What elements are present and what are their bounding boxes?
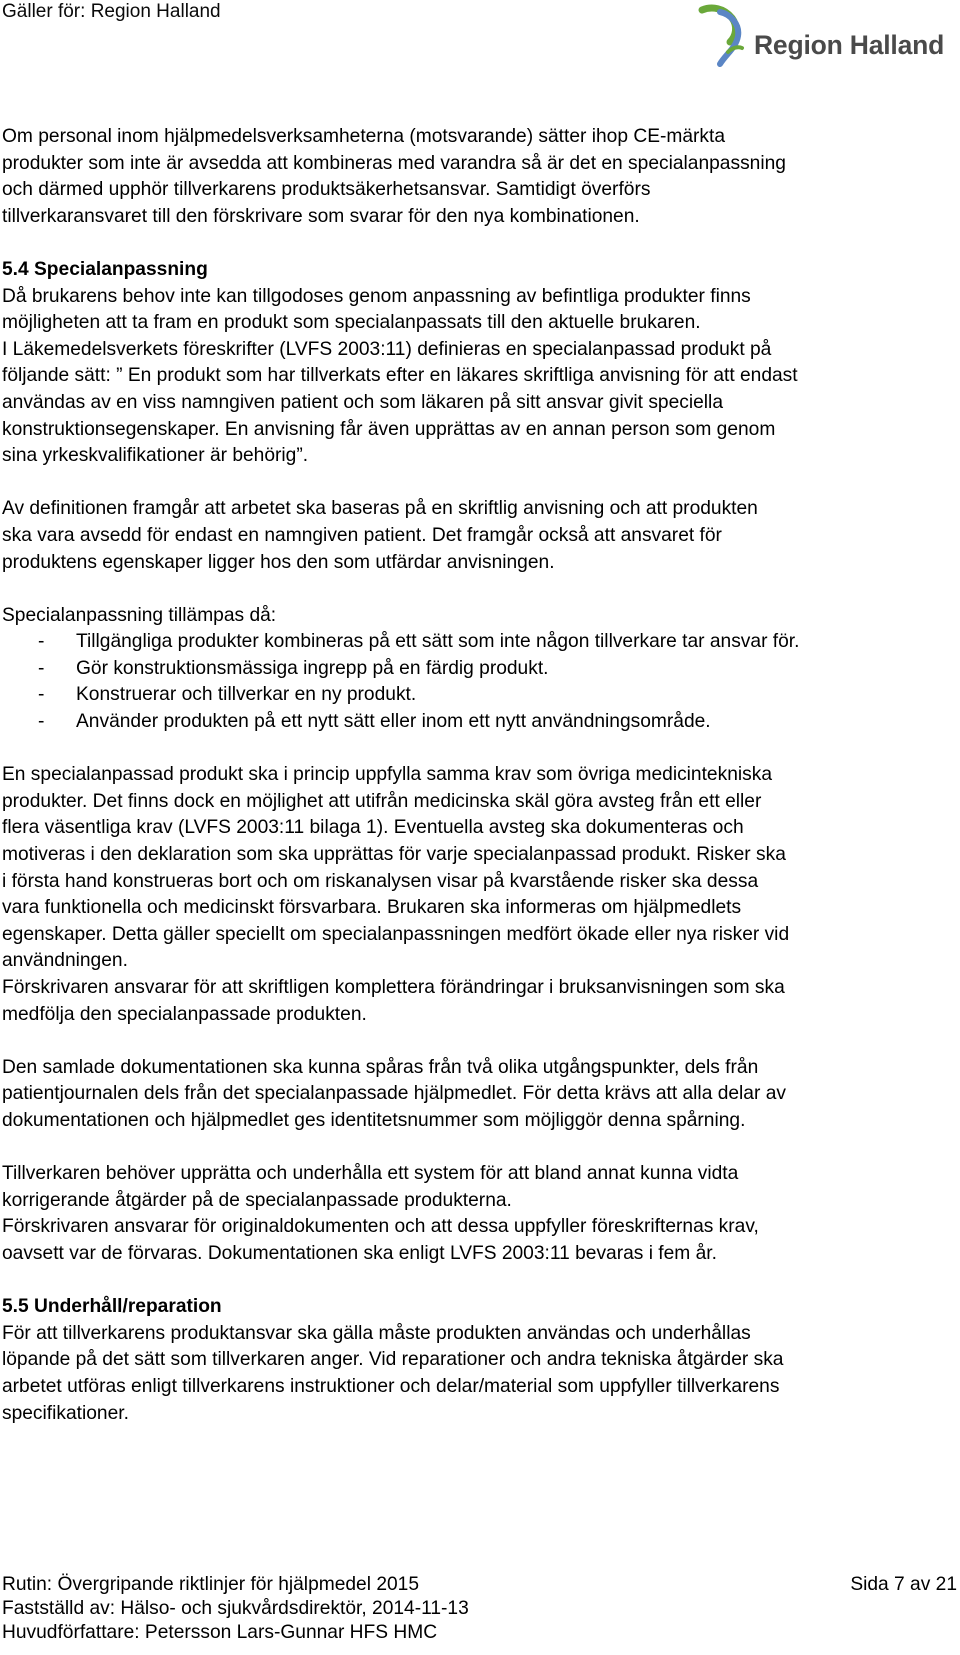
text-line: medfölja den specialanpassade produkten. — [2, 1003, 367, 1025]
list-item-text: Använder produkten på ett nytt sätt eller inom ett nytt användningsområde. — [76, 711, 711, 733]
text-line: dokumentationen och hjälpmedlet ges identitetsnummer som möjliggör denna spårning. — [2, 1109, 746, 1131]
dash-bullet: - — [38, 657, 45, 679]
footer-routine: Rutin: Övergripande riktlinjer för hjälpmedel 2015 — [2, 1574, 420, 1595]
text-line: Om personal inom hjälpmedelsverksamheterna (motsvarande) sätter ihop CE-märkta — [2, 126, 726, 147]
list-item-text: Konstruerar och tillverkar en ny produkt. — [76, 684, 417, 706]
header-applies-to: Gäller för: Region Halland — [2, 1, 221, 22]
paragraph — [2, 1161, 957, 1267]
document-body — [2, 124, 957, 1427]
list-intro: Specialanpassning tillämpas då: — [2, 604, 277, 626]
logo-mark-icon — [690, 2, 760, 68]
text-line: löpande på det sätt som tillverkaren anger. Vid reparationer och andra tekniska åtgärder ska — [2, 1349, 784, 1371]
text-line: sina yrkeskvalifikationer är behörig”. — [2, 445, 309, 467]
text-line: produkter. Det finns dock en möjlighet att utifrån medicinska skäl göra avsteg från ett eller — [2, 790, 762, 812]
paragraph — [2, 496, 957, 576]
text-line: användas av en viss namngiven patient och som läkaren på sitt ansvar givit speciella — [2, 391, 723, 413]
dash-bullet: - — [38, 711, 45, 733]
list-item-text: Gör konstruktionsmässiga ingrepp på en färdig produkt. — [76, 657, 549, 679]
paragraph — [2, 1055, 957, 1135]
text-line: tillverkaransvaret till den förskrivare som svarar för den nya kombinationen. — [2, 205, 640, 227]
logo-text: Region Halland — [754, 30, 945, 60]
footer-row — [2, 1573, 957, 1597]
text-line: vara funktionella och medicinskt försvarbara. Brukaren ska informeras om hjälpmedlets — [2, 897, 742, 919]
text-line: oavsett var de förvaras. Dokumentationen ska enligt LVFS 2003:11 bevaras i fem år. — [2, 1242, 717, 1264]
text-line: flera väsentliga krav (LVFS 2003:11 bilaga 1). Eventuella avsteg ska dokumenteras och — [2, 817, 744, 839]
text-line: produktens egenskaper ligger hos den som utfärdar anvisningen. — [2, 551, 555, 573]
paragraph — [2, 1321, 957, 1427]
section-heading-5-4: 5.4 Specialanpassning — [2, 258, 208, 280]
text-line: patientjournalen dels från det specialanpassade hjälpmedlet. För detta krävs att alla delar av — [2, 1083, 786, 1105]
footer-established: Fastställd av: Hälso- och sjukvårdsdirektör, 2014-11-13 — [2, 1598, 469, 1619]
list-item-text: Tillgängliga produkter kombineras på ett sätt som inte någon tillverkare tar ansvar för. — [76, 631, 800, 653]
dash-bullet: - — [38, 684, 45, 706]
text-line: För att tillverkarens produktansvar ska gälla måste produkten användas och underhållas — [2, 1322, 751, 1344]
text-line: korrigerande åtgärder på de specialanpassade produkterna. — [2, 1189, 512, 1211]
text-line: produkter som inte är avsedda att kombineras med varandra så är det en specialanpassning — [2, 152, 786, 174]
text-line: egenskaper. Detta gäller speciellt om specialanpassningen medfört ökade eller nya risker vid — [2, 923, 790, 945]
page-footer — [2, 1573, 957, 1645]
text-line: Förskrivaren ansvarar för originaldokumenten och att dessa uppfyller föreskrifternas krav, — [2, 1216, 759, 1238]
paragraph — [2, 284, 957, 470]
text-line: specifikationer. — [2, 1402, 129, 1424]
text-line: I Läkemedelsverkets föreskrifter (LVFS 2003:11) definieras en specialanpassad produkt på — [2, 338, 772, 360]
footer-author: Huvudförfattare: Petersson Lars-Gunnar HFS HMC — [2, 1622, 438, 1643]
list-item — [2, 629, 957, 656]
text-line: ska vara avsedd för endast en namngiven patient. Det framgår också att ansvaret för — [2, 524, 722, 546]
list-item — [2, 682, 957, 709]
footer-row — [2, 1621, 957, 1645]
footer-page-number: Sida 7 av 21 — [850, 1574, 957, 1595]
text-line: arbetet utföras enligt tillverkarens instruktioner och delar/material som uppfyller tillverkarens — [2, 1375, 780, 1397]
text-line: Av definitionen framgår att arbetet ska baseras på en skriftlig anvisning och att produkten — [2, 498, 758, 520]
paragraph — [2, 762, 957, 1028]
footer-row — [2, 1597, 957, 1621]
text-line: i första hand konstrueras bort och om riskanalysen visar på kvarstående risker ska dessa — [2, 870, 759, 892]
list-item — [2, 709, 957, 736]
bullet-list — [2, 629, 957, 735]
text-line: Tillverkaren behöver upprätta och underhålla ett system för att bland annat kunna vidta — [2, 1163, 739, 1185]
list-item — [2, 656, 957, 683]
text-line: motiveras i den deklaration som ska upprättas för varje specialanpassad produkt. Risker ska — [2, 844, 786, 866]
text-line: och därmed upphör tillverkarens produktsäkerhetsansvar. Samtidigt överförs — [2, 179, 651, 201]
region-halland-logo — [690, 2, 958, 72]
intro-paragraph — [2, 124, 957, 230]
text-line: En specialanpassad produkt ska i princip uppfylla samma krav som övriga medicintekniska — [2, 764, 772, 786]
text-line: Den samlade dokumentationen ska kunna spåras från två olika utgångspunkter, dels från — [2, 1056, 759, 1078]
text-line: Förskrivaren ansvarar för att skriftligen komplettera förändringar i bruksanvisningen som ska — [2, 977, 785, 998]
text-line: följande sätt: ” En produkt som har tillverkats efter en läkares skriftliga anvisning för att endast — [2, 365, 798, 387]
text-line: konstruktionsegenskaper. En anvisning får även upprättas av en annan person som genom — [2, 418, 776, 440]
text-line: Då brukarens behov inte kan tillgodoses genom anpassning av befintliga produkter finns — [2, 285, 751, 307]
text-line: användningen. — [2, 950, 128, 972]
text-line: möjligheten att ta fram en produkt som specialanpassats till den aktuelle brukaren. — [2, 312, 701, 334]
section-heading-5-5: 5.5 Underhåll/reparation — [2, 1296, 222, 1318]
dash-bullet: - — [38, 631, 45, 653]
